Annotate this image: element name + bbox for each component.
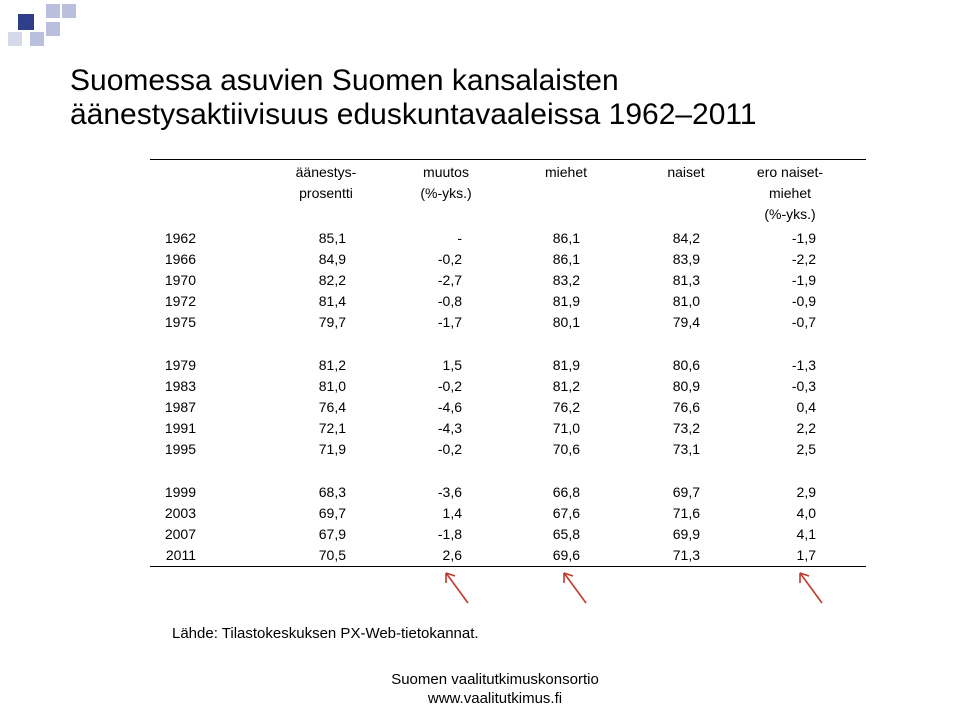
arrow-gap <box>800 573 822 603</box>
women-cell: 81,0 <box>672 293 700 309</box>
change-cell: -4,3 <box>437 420 462 436</box>
women-cell: 79,4 <box>672 314 700 330</box>
change-cell: -0,2 <box>437 251 462 267</box>
footer <box>380 670 610 708</box>
footer-org: Suomen vaalitutkimuskonsortio <box>391 671 599 688</box>
women-cell: 71,3 <box>672 547 700 563</box>
men-cell: 76,2 <box>552 399 580 415</box>
footer-url: www.vaalitutkimus.fi <box>427 690 563 707</box>
women-cell: 80,6 <box>672 357 700 373</box>
women-cell: 80,9 <box>672 378 700 394</box>
change-cell: -0,8 <box>437 293 462 309</box>
men-cell: 70,6 <box>552 441 580 457</box>
year-cell: 1991 <box>164 420 196 436</box>
arrow-change <box>446 573 468 603</box>
gap-cell: -0,7 <box>791 314 816 330</box>
arrow-men <box>564 573 586 603</box>
change-cell: 1,5 <box>442 357 462 373</box>
year-cell: 1979 <box>164 357 196 373</box>
turnout-cell: 76,4 <box>318 399 346 415</box>
year-cell: 1972 <box>164 293 196 309</box>
year-cell: 2003 <box>164 505 196 521</box>
gap-cell: -0,9 <box>791 293 816 309</box>
turnout-cell: 81,2 <box>318 357 346 373</box>
men-cell: 69,6 <box>552 547 580 563</box>
women-cell: 76,6 <box>672 399 700 415</box>
turnout-cell: 68,3 <box>318 484 346 500</box>
men-cell: 83,2 <box>552 272 580 288</box>
women-cell: 84,2 <box>672 230 700 246</box>
column-header-gap: miehet <box>768 185 812 201</box>
men-cell: 65,8 <box>552 526 580 542</box>
women-cell: 69,9 <box>672 526 700 542</box>
column-header-gap: (%-yks.) <box>764 206 816 222</box>
turnout-cell: 81,4 <box>318 293 346 309</box>
men-cell: 67,6 <box>552 505 580 521</box>
change-cell: -1,8 <box>437 526 462 542</box>
year-cell: 2007 <box>164 526 196 542</box>
column-header-turnout: äänestys- <box>295 164 357 180</box>
year-cell: 1999 <box>164 484 196 500</box>
men-cell: 81,9 <box>552 293 580 309</box>
year-cell: 1966 <box>164 251 196 267</box>
gap-cell: 4,0 <box>796 505 816 521</box>
men-cell: 86,1 <box>552 230 580 246</box>
change-cell: -2,7 <box>437 272 462 288</box>
title-line-2: äänestysaktiivisuus eduskuntavaaleissa 1962–2011 <box>70 98 757 131</box>
turnout-cell: 84,9 <box>318 251 346 267</box>
change-cell: - <box>457 230 462 246</box>
column-header-change: muutos <box>423 164 469 180</box>
women-cell: 69,7 <box>672 484 700 500</box>
women-cell: 83,9 <box>672 251 700 267</box>
men-cell: 86,1 <box>552 251 580 267</box>
gap-cell: 0,4 <box>796 399 816 415</box>
men-cell: 81,9 <box>552 357 580 373</box>
women-cell: 73,1 <box>672 441 700 457</box>
men-cell: 71,0 <box>552 420 580 436</box>
turnout-cell: 79,7 <box>318 314 346 330</box>
year-cell: 1995 <box>164 441 196 457</box>
year-cell: 1970 <box>164 272 196 288</box>
year-cell: 1975 <box>164 314 196 330</box>
column-header-turnout: prosentti <box>299 185 353 201</box>
gap-cell: -2,2 <box>791 251 816 267</box>
turnout-cell: 71,9 <box>318 441 346 457</box>
gap-cell: 4,1 <box>796 526 816 542</box>
change-cell: -3,6 <box>437 484 462 500</box>
women-cell: 73,2 <box>672 420 700 436</box>
year-cell: 2011 <box>165 547 196 563</box>
year-cell: 1962 <box>164 230 196 246</box>
women-cell: 71,6 <box>672 505 700 521</box>
gap-cell: -0,3 <box>791 378 816 394</box>
turnout-cell: 67,9 <box>318 526 346 542</box>
gap-cell: 2,5 <box>796 441 816 457</box>
women-cell: 81,3 <box>672 272 700 288</box>
gap-cell: 2,2 <box>796 420 816 436</box>
turnout-cell: 70,5 <box>318 547 346 563</box>
change-cell: 1,4 <box>442 505 462 521</box>
gap-cell: 2,9 <box>796 484 816 500</box>
men-cell: 81,2 <box>552 378 580 394</box>
change-cell: -1,7 <box>437 314 462 330</box>
title-line-1: Suomessa asuvien Suomen kansalaisten <box>70 64 619 97</box>
turnout-cell: 82,2 <box>318 272 346 288</box>
turnout-cell: 69,7 <box>318 505 346 521</box>
column-header-men: miehet <box>544 164 588 180</box>
change-cell: 2,6 <box>442 547 462 563</box>
change-cell: -4,6 <box>437 399 462 415</box>
column-header-women: naiset <box>667 164 705 180</box>
source-note: Lähde: Tilastokeskuksen PX-Web-tietokannat. <box>172 625 479 642</box>
column-header-change: (%-yks.) <box>420 185 472 201</box>
year-cell: 1983 <box>164 378 196 394</box>
column-header-gap: ero naiset- <box>756 164 824 180</box>
men-cell: 66,8 <box>552 484 580 500</box>
turnout-cell: 72,1 <box>318 420 346 436</box>
change-cell: -0,2 <box>437 441 462 457</box>
turnout-cell: 85,1 <box>318 230 346 246</box>
gap-cell: -1,3 <box>791 357 816 373</box>
year-cell: 1987 <box>164 399 196 415</box>
gap-cell: -1,9 <box>791 272 816 288</box>
turnout-cell: 81,0 <box>318 378 346 394</box>
gap-cell: 1,7 <box>796 547 816 563</box>
men-cell: 80,1 <box>552 314 580 330</box>
gap-cell: -1,9 <box>791 230 816 246</box>
change-cell: -0,2 <box>437 378 462 394</box>
